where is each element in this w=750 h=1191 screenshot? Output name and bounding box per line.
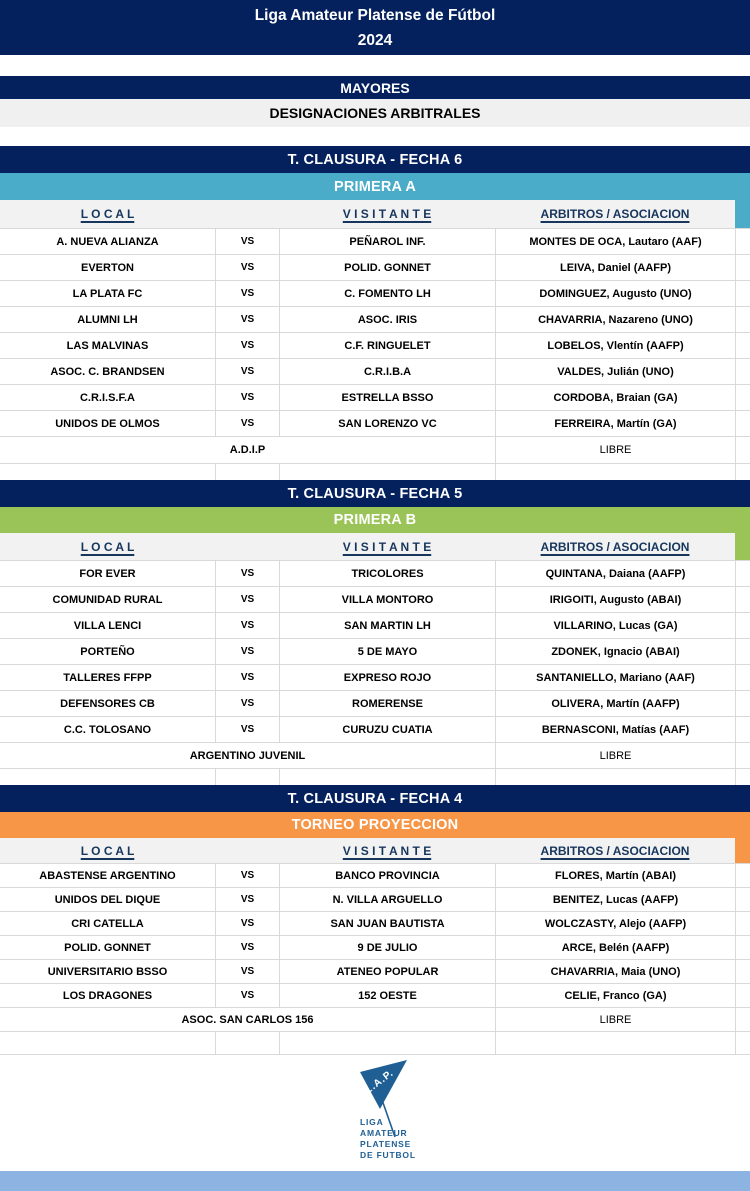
local-team-cell: LA PLATA FC	[0, 280, 215, 306]
division-band: TORNEO PROYECCION	[0, 812, 750, 838]
arbitro-cell: VALDES, Julián (UNO)	[495, 358, 735, 384]
match-row	[0, 612, 750, 638]
libre-team-cell: A.D.I.P	[0, 436, 495, 463]
vs-label: VS	[215, 358, 279, 384]
visitante-team-cell: 5 DE MAYO	[279, 638, 495, 664]
visitante-team-cell: ASOC. IRIS	[279, 306, 495, 332]
visitante-team-cell: 9 DE JULIO	[279, 935, 495, 959]
vs-label: VS	[215, 638, 279, 664]
match-row	[0, 410, 750, 436]
spacer-row	[0, 1031, 750, 1055]
vs-label: VS	[215, 280, 279, 306]
local-team-cell: COMUNIDAD RURAL	[0, 586, 215, 612]
logo-word-platense: PLATENSE	[360, 1139, 412, 1149]
arbitro-cell: CHAVARRIA, Nazareno (UNO)	[495, 306, 735, 332]
empty-cell	[279, 463, 495, 480]
arbitro-cell: CORDOBA, Braian (GA)	[495, 384, 735, 410]
visitante-team-cell: TRICOLORES	[279, 560, 495, 586]
header-color-cell	[735, 838, 750, 863]
match-row	[0, 887, 750, 911]
match-row	[0, 863, 750, 887]
local-team-cell: C.C. TOLOSANO	[0, 716, 215, 742]
subtitle-band: DESIGNACIONES ARBITRALES	[0, 99, 750, 127]
arbitro-cell: FLORES, Martín (ABAI)	[495, 863, 735, 887]
match-row	[0, 690, 750, 716]
arbitro-cell: ARCE, Belén (AAFP)	[495, 935, 735, 959]
empty-cell	[215, 768, 279, 785]
vs-label: VS	[215, 306, 279, 332]
sections-container	[0, 146, 750, 1055]
grid-extra-cell	[735, 716, 750, 742]
match-row	[0, 664, 750, 690]
grid-extra-cell	[735, 306, 750, 332]
empty-cell	[215, 463, 279, 480]
logo-area	[0, 1055, 750, 1171]
empty-cell	[735, 768, 750, 785]
visitante-team-cell: SAN JUAN BAUTISTA	[279, 911, 495, 935]
vs-label: VS	[215, 664, 279, 690]
grid-extra-cell	[735, 742, 750, 768]
visitante-team-cell: EXPRESO ROJO	[279, 664, 495, 690]
match-row	[0, 384, 750, 410]
league-title-block	[0, 0, 750, 55]
grid-extra-cell	[735, 664, 750, 690]
visitante-team-cell: BANCO PROVINCIA	[279, 863, 495, 887]
vs-label: VS	[215, 983, 279, 1007]
arbitro-cell: QUINTANA, Daiana (AAFP)	[495, 560, 735, 586]
grid-extra-cell	[735, 586, 750, 612]
empty-cell	[215, 1031, 279, 1055]
local-team-cell: LOS DRAGONES	[0, 983, 215, 1007]
grid-extra-cell	[735, 280, 750, 306]
vs-label: VS	[215, 911, 279, 935]
vs-label: VS	[215, 228, 279, 254]
grid-extra-cell	[735, 887, 750, 911]
arbitro-cell: BERNASCONI, Matías (AAF)	[495, 716, 735, 742]
column-header-visitante: V I S I T A N T E	[279, 533, 495, 560]
local-team-cell: DEFENSORES CB	[0, 690, 215, 716]
visitante-team-cell: SAN MARTIN LH	[279, 612, 495, 638]
local-team-cell: UNIDOS DE OLMOS	[0, 410, 215, 436]
grid-extra-cell	[735, 935, 750, 959]
libre-row	[0, 1007, 750, 1031]
libre-row	[0, 436, 750, 463]
empty-cell	[495, 768, 735, 785]
grid-extra-cell	[735, 254, 750, 280]
arbitro-cell: FERREIRA, Martín (GA)	[495, 410, 735, 436]
grid-extra-cell	[735, 1007, 750, 1031]
category-band: MAYORES	[0, 76, 750, 99]
arbitro-cell: OLIVERA, Martín (AAFP)	[495, 690, 735, 716]
grid-extra-cell	[735, 410, 750, 436]
visitante-team-cell: CURUZU CUATIA	[279, 716, 495, 742]
header-color-cell	[735, 200, 750, 228]
local-team-cell: TALLERES FFPP	[0, 664, 215, 690]
match-row	[0, 911, 750, 935]
local-team-cell: ALUMNI LH	[0, 306, 215, 332]
match-row	[0, 332, 750, 358]
visitante-team-cell: N. VILLA ARGUELLO	[279, 887, 495, 911]
section-title-band: T. CLAUSURA - FECHA 4	[0, 785, 750, 812]
column-header-arbitros: ARBITROS / ASOCIACION	[495, 200, 735, 228]
vs-label: VS	[215, 716, 279, 742]
spacer	[0, 55, 750, 76]
match-row	[0, 358, 750, 384]
spacer-row	[0, 768, 750, 785]
vs-label: VS	[215, 690, 279, 716]
visitante-team-cell: ROMERENSE	[279, 690, 495, 716]
vs-label: VS	[215, 935, 279, 959]
match-row	[0, 280, 750, 306]
arbitro-cell: DOMINGUEZ, Augusto (UNO)	[495, 280, 735, 306]
vs-label: VS	[215, 254, 279, 280]
league-title: Liga Amateur Platense de Fútbol	[254, 6, 496, 24]
column-header-vs-gap	[215, 838, 279, 863]
column-header-vs-gap	[215, 200, 279, 228]
libre-status-cell: LIBRE	[495, 742, 735, 768]
season-year: 2024	[357, 31, 393, 49]
logo-word-de-futbol: DE FUTBOL	[360, 1150, 416, 1160]
division-band: PRIMERA A	[0, 173, 750, 200]
spacer	[0, 127, 750, 146]
grid-extra-cell	[735, 911, 750, 935]
local-team-cell: ASOC. C. BRANDSEN	[0, 358, 215, 384]
local-team-cell: PORTEÑO	[0, 638, 215, 664]
header-color-cell	[735, 533, 750, 560]
visitante-team-cell: SAN LORENZO VC	[279, 410, 495, 436]
local-team-cell: EVERTON	[0, 254, 215, 280]
arbitro-cell: LEIVA, Daniel (AAFP)	[495, 254, 735, 280]
arbitro-cell: CHAVARRIA, Maia (UNO)	[495, 959, 735, 983]
arbitro-cell: ZDONEK, Ignacio (ABAI)	[495, 638, 735, 664]
fixture-section	[0, 480, 750, 785]
vs-label: VS	[215, 586, 279, 612]
grid-extra-cell	[735, 228, 750, 254]
column-header-row	[0, 200, 750, 228]
column-header-local: L O C A L	[0, 533, 215, 560]
local-team-cell: UNIVERSITARIO BSSO	[0, 959, 215, 983]
visitante-team-cell: C. FOMENTO LH	[279, 280, 495, 306]
match-row	[0, 560, 750, 586]
column-header-row	[0, 838, 750, 863]
match-row	[0, 254, 750, 280]
match-row	[0, 306, 750, 332]
column-header-arbitros: ARBITROS / ASOCIACION	[495, 838, 735, 863]
column-header-visitante: V I S I T A N T E	[279, 838, 495, 863]
visitante-team-cell: C.F. RINGUELET	[279, 332, 495, 358]
visitante-team-cell: PEÑAROL INF.	[279, 228, 495, 254]
arbitro-cell: BENITEZ, Lucas (AAFP)	[495, 887, 735, 911]
match-row	[0, 959, 750, 983]
grid-extra-cell	[735, 959, 750, 983]
empty-cell	[0, 1031, 215, 1055]
grid-extra-cell	[735, 358, 750, 384]
match-row	[0, 228, 750, 254]
column-header-local: L O C A L	[0, 200, 215, 228]
vs-label: VS	[215, 560, 279, 586]
visitante-team-cell: VILLA MONTORO	[279, 586, 495, 612]
local-team-cell: UNIDOS DEL DIQUE	[0, 887, 215, 911]
match-row	[0, 716, 750, 742]
match-row	[0, 983, 750, 1007]
footer-bar	[0, 1171, 750, 1191]
logo-word-amateur: AMATEUR	[360, 1128, 408, 1138]
grid-extra-cell	[735, 638, 750, 664]
match-row	[0, 935, 750, 959]
grid-extra-cell	[735, 690, 750, 716]
arbitro-cell: MONTES DE OCA, Lautaro (AAF)	[495, 228, 735, 254]
match-row	[0, 586, 750, 612]
division-band: PRIMERA B	[0, 507, 750, 533]
local-team-cell: FOR EVER	[0, 560, 215, 586]
grid-extra-cell	[735, 436, 750, 463]
grid-extra-cell	[735, 384, 750, 410]
column-header-arbitros: ARBITROS / ASOCIACION	[495, 533, 735, 560]
empty-cell	[735, 1031, 750, 1055]
logo-word-liga: LIGA	[360, 1117, 384, 1127]
arbitro-cell: VILLARINO, Lucas (GA)	[495, 612, 735, 638]
grid-extra-cell	[735, 863, 750, 887]
arbitro-cell: CELIE, Franco (GA)	[495, 983, 735, 1007]
empty-cell	[495, 463, 735, 480]
vs-label: VS	[215, 887, 279, 911]
libre-status-cell: LIBRE	[495, 1007, 735, 1031]
visitante-team-cell: POLID. GONNET	[279, 254, 495, 280]
empty-cell	[279, 1031, 495, 1055]
fixture-section	[0, 785, 750, 1055]
column-header-row	[0, 533, 750, 560]
local-team-cell: ABASTENSE ARGENTINO	[0, 863, 215, 887]
empty-cell	[0, 768, 215, 785]
vs-label: VS	[215, 959, 279, 983]
local-team-cell: A. NUEVA ALIANZA	[0, 228, 215, 254]
section-title-band: T. CLAUSURA - FECHA 5	[0, 480, 750, 507]
libre-row	[0, 742, 750, 768]
vs-label: VS	[215, 384, 279, 410]
local-team-cell: C.R.I.S.F.A	[0, 384, 215, 410]
visitante-team-cell: 152 OESTE	[279, 983, 495, 1007]
libre-team-cell: ARGENTINO JUVENIL	[0, 742, 495, 768]
column-header-visitante: V I S I T A N T E	[279, 200, 495, 228]
vs-label: VS	[215, 332, 279, 358]
local-team-cell: POLID. GONNET	[0, 935, 215, 959]
arbitro-cell: IRIGOITI, Augusto (ABAI)	[495, 586, 735, 612]
empty-cell	[735, 463, 750, 480]
local-team-cell: CRI CATELLA	[0, 911, 215, 935]
match-row	[0, 638, 750, 664]
visitante-team-cell: ATENEO POPULAR	[279, 959, 495, 983]
arbitro-cell: WOLCZASTY, Alejo (AAFP)	[495, 911, 735, 935]
arbitro-cell: LOBELOS, Vlentín (AAFP)	[495, 332, 735, 358]
visitante-team-cell: C.R.I.B.A	[279, 358, 495, 384]
vs-label: VS	[215, 410, 279, 436]
logo-flag-text: L.A.P.	[362, 1067, 397, 1097]
empty-cell	[279, 768, 495, 785]
grid-extra-cell	[735, 612, 750, 638]
empty-cell	[495, 1031, 735, 1055]
libre-team-cell: ASOC. SAN CARLOS 156	[0, 1007, 495, 1031]
grid-extra-cell	[735, 983, 750, 1007]
grid-extra-cell	[735, 332, 750, 358]
spacer-row	[0, 463, 750, 480]
local-team-cell: LAS MALVINAS	[0, 332, 215, 358]
vs-label: VS	[215, 612, 279, 638]
grid-extra-cell	[735, 560, 750, 586]
visitante-team-cell: ESTRELLA BSSO	[279, 384, 495, 410]
lap-logo	[330, 1055, 440, 1171]
fixture-section	[0, 146, 750, 480]
column-header-vs-gap	[215, 533, 279, 560]
vs-label: VS	[215, 863, 279, 887]
arbitro-cell: SANTANIELLO, Mariano (AAF)	[495, 664, 735, 690]
libre-status-cell: LIBRE	[495, 436, 735, 463]
empty-cell	[0, 463, 215, 480]
column-header-local: L O C A L	[0, 838, 215, 863]
section-title-band: T. CLAUSURA - FECHA 6	[0, 146, 750, 173]
local-team-cell: VILLA LENCI	[0, 612, 215, 638]
